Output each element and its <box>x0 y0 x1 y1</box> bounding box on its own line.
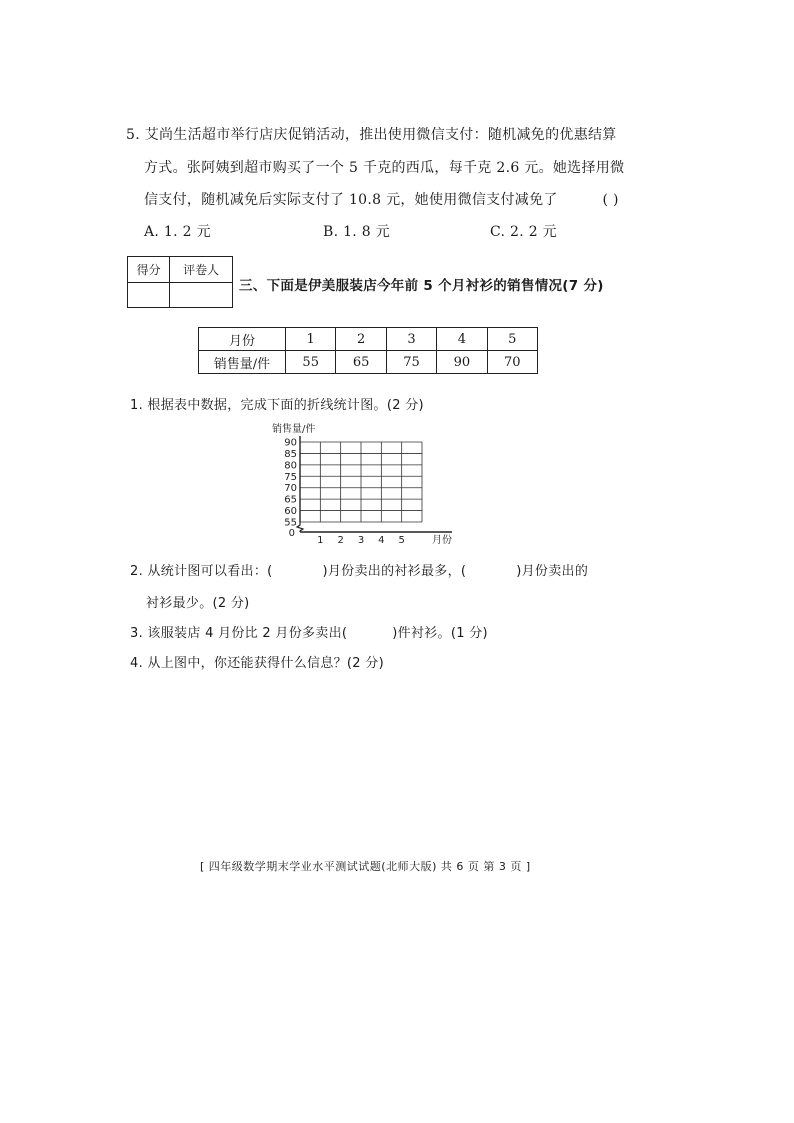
axis-break <box>297 522 303 532</box>
score-cell[interactable] <box>128 282 170 308</box>
sales-cell: 75 <box>386 351 436 374</box>
month-cell: 3 <box>386 328 436 351</box>
month-header: 月份 <box>199 328 286 351</box>
table-row <box>199 351 538 374</box>
y-tick-label: 60 <box>284 506 297 518</box>
y-tick-label-zero: 0 <box>288 528 295 539</box>
q3-text-a: 3. 该服装店 4 月份比 2 月份多卖出( <box>130 626 348 641</box>
q5-line3 <box>144 189 619 209</box>
q5-answer-blank[interactable]: ( ) <box>602 192 619 208</box>
blank-line-chart[interactable] <box>252 420 472 550</box>
grader-cell[interactable] <box>170 282 233 308</box>
sales-cell: 70 <box>487 351 537 374</box>
month-cell: 2 <box>336 328 386 351</box>
x-tick-label: 5 <box>398 535 405 546</box>
x-tick-label: 2 <box>337 535 344 546</box>
y-tick-label: 70 <box>284 483 297 495</box>
sales-cell: 65 <box>336 351 386 374</box>
q3-text-b: )件衬衫。(1 分) <box>392 626 488 641</box>
y-axis-label: 销售量/件 <box>272 424 316 435</box>
y-tick-label: 55 <box>284 517 297 529</box>
sales-cell: 55 <box>286 351 336 374</box>
y-tick-label: 75 <box>284 471 297 483</box>
sales-cell: 90 <box>437 351 487 374</box>
month-cell: 5 <box>487 328 537 351</box>
y-tick-label: 65 <box>284 494 297 506</box>
month-cell: 4 <box>437 328 487 351</box>
sales-table <box>198 327 538 374</box>
q5-option-c[interactable]: C. 2. 2 元 <box>490 224 557 240</box>
q2-line1 <box>130 560 588 579</box>
score-box <box>127 256 233 308</box>
q3-line <box>130 622 488 641</box>
q1-text: 1. 根据表中数据，完成下面的折线统计图。(2 分) <box>130 398 424 413</box>
month-cell: 1 <box>286 328 336 351</box>
section3-title: 三、下面是伊美服装店今年前 5 个月衬衫的销售情况(7 分) <box>239 278 604 294</box>
q5-line2: 方式。张阿姨到超市购买了一个 5 千克的西瓜，每千克 2.6 元。她选择用微 <box>144 160 625 176</box>
q5-line3-text: 信支付，随机减免后实际支付了 10.8 元，她使用微信支付减免了 <box>144 192 558 208</box>
x-tick-label: 3 <box>357 535 365 546</box>
y-tick-label: 80 <box>284 460 297 472</box>
q5-option-b[interactable]: B. 1. 8 元 <box>323 224 391 240</box>
y-tick-label: 90 <box>284 437 297 449</box>
y-tick-label: 85 <box>284 448 297 460</box>
q4-text: 4. 从上图中，你还能获得什么信息？(2 分) <box>130 656 384 671</box>
q5-option-a[interactable]: A. 1. 2 元 <box>144 224 211 240</box>
q2-text-a: 2. 从统计图可以看出：( <box>130 564 273 579</box>
q2-line2: 衬衫最少。(2 分) <box>146 596 250 611</box>
q2-text-c: )月份卖出的 <box>516 564 589 579</box>
q5-line1: 5. 艾尚生活超市举行店庆促销活动，推出使用微信支付：随机减免的优惠结算 <box>126 127 617 143</box>
q2-text-b: )月份卖出的衬衫最多，( <box>322 564 467 579</box>
table-row <box>199 328 538 351</box>
page-footer: [ 四年级数学期末学业水平测试试题(北师大版) 共 6 页 第 3 页 ] <box>200 860 531 873</box>
x-axis-label: 月份 <box>432 535 452 546</box>
sales-header: 销售量/件 <box>199 351 286 374</box>
x-tick-label: 1 <box>317 535 324 546</box>
x-tick-label: 4 <box>378 535 385 546</box>
grader-label: 评卷人 <box>170 257 233 283</box>
chart-svg[interactable] <box>252 420 472 550</box>
score-label: 得分 <box>128 257 170 283</box>
